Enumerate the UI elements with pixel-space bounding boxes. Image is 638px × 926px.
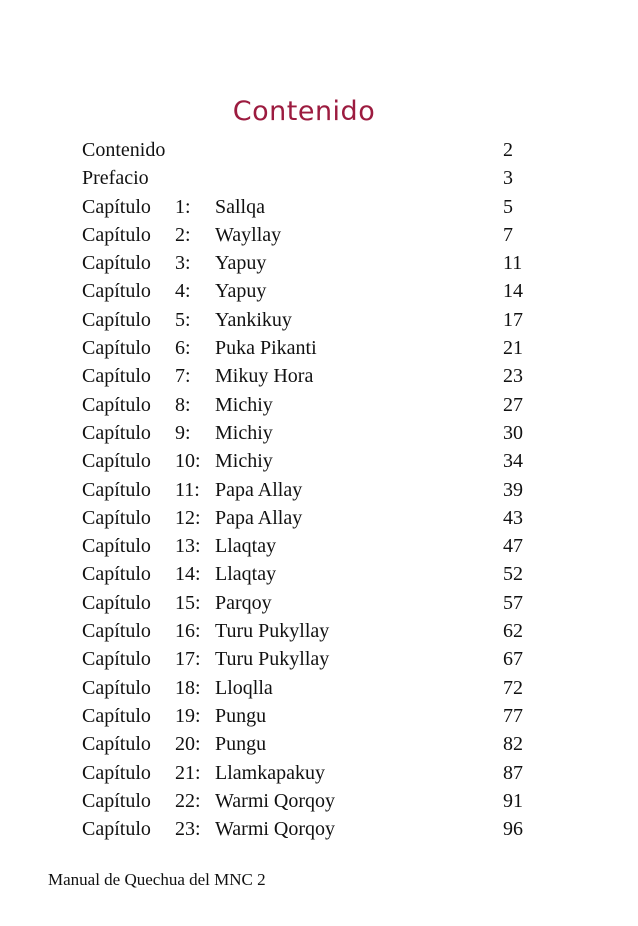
toc-entry-label: Capítulo <box>82 506 151 529</box>
toc-entry-title: Michiy <box>215 450 273 473</box>
toc-entry-label: Capítulo <box>82 337 151 360</box>
toc-entry-page: 77 <box>503 704 523 727</box>
toc-entry-number: 16: <box>175 620 201 643</box>
toc-entry-label: Capítulo <box>82 563 151 586</box>
toc-entry-title: Papa Allay <box>215 478 303 501</box>
toc-entry-title: Warmi Qorqoy <box>215 818 336 841</box>
toc-entry-label: Capítulo <box>82 620 151 643</box>
toc-entry-page: 34 <box>503 450 523 473</box>
toc-entry[interactable] <box>82 391 542 419</box>
toc-entry-number: 17: <box>175 648 201 671</box>
toc-entry[interactable] <box>82 164 542 192</box>
toc-entry[interactable] <box>82 362 542 390</box>
toc-entry[interactable] <box>82 476 542 504</box>
toc-entry-label: Capítulo <box>82 818 151 841</box>
toc-entry-label: Capítulo <box>82 365 151 388</box>
toc-entry-title: Yankikuy <box>215 308 292 331</box>
toc-entry-page: 52 <box>503 563 523 586</box>
toc-entry-label: Capítulo <box>82 252 151 275</box>
toc-entry-number: 23: <box>175 818 201 841</box>
toc-entry-title: Turu Pukyllay <box>215 620 330 643</box>
toc-entry[interactable] <box>82 277 542 305</box>
toc-entry-label: Capítulo <box>82 195 151 218</box>
toc-entry[interactable] <box>82 815 542 843</box>
toc-entry-label: Capítulo <box>82 704 151 727</box>
toc-entry-label: Capítulo <box>82 591 151 614</box>
toc-entry[interactable] <box>82 560 542 588</box>
toc-entry-title: Pungu <box>215 733 267 756</box>
toc-entry-number: 19: <box>175 704 201 727</box>
toc-entry[interactable] <box>82 759 542 787</box>
toc-entry[interactable] <box>82 504 542 532</box>
toc-entry-title: Pungu <box>215 704 267 727</box>
toc-entry-page: 3 <box>503 167 513 190</box>
toc-entry-title: Yapuy <box>215 280 267 303</box>
toc-entry-label: Prefacio <box>82 167 149 190</box>
toc-entry-title: Llaqtay <box>215 535 277 558</box>
toc-entry-page: 23 <box>503 365 523 388</box>
toc-entry[interactable] <box>82 702 542 730</box>
toc-entry-title: Turu Pukyllay <box>215 648 330 671</box>
toc-entry-number: 4: <box>175 280 191 303</box>
toc-entry-number: 22: <box>175 789 201 812</box>
toc-entry-title: Lloqlla <box>215 676 273 699</box>
toc-entry[interactable] <box>82 589 542 617</box>
toc-entry-title: Puka Pikanti <box>215 337 317 360</box>
toc-entry-page: 17 <box>503 308 523 331</box>
toc-entry-page: 5 <box>503 195 513 218</box>
toc-entry-page: 47 <box>503 535 523 558</box>
toc-entry-number: 20: <box>175 733 201 756</box>
toc-entry-page: 67 <box>503 648 523 671</box>
toc-entry-number: 3: <box>175 252 191 275</box>
toc-entry-label: Capítulo <box>82 450 151 473</box>
toc-entry-label: Capítulo <box>82 535 151 558</box>
toc-entry-page: 14 <box>503 280 523 303</box>
toc-entry-number: 12: <box>175 506 201 529</box>
toc-entry-number: 5: <box>175 308 191 331</box>
toc-entry-label: Capítulo <box>82 223 151 246</box>
toc-entry-label: Capítulo <box>82 789 151 812</box>
toc-entry-page: 57 <box>503 591 523 614</box>
toc-entry-title: Michiy <box>215 393 273 416</box>
toc-entry-number: 15: <box>175 591 201 614</box>
toc-entry-title: Papa Allay <box>215 506 303 529</box>
toc-entry-page: 11 <box>503 252 523 275</box>
toc-entry-title: Mikuy Hora <box>215 365 314 388</box>
toc-entry[interactable] <box>82 306 542 334</box>
toc-entry-number: 1: <box>175 195 191 218</box>
toc-entry[interactable] <box>82 334 542 362</box>
toc-entry-number: 6: <box>175 337 191 360</box>
toc-entry-page: 91 <box>503 789 523 812</box>
toc-entry[interactable] <box>82 447 542 475</box>
toc-entry-title: Llamkapakuy <box>215 761 325 784</box>
toc-entry-number: 18: <box>175 676 201 699</box>
toc-entry[interactable] <box>82 617 542 645</box>
toc-entry-number: 14: <box>175 563 201 586</box>
toc-entry-label: Capítulo <box>82 761 151 784</box>
toc-entry-label: Contenido <box>82 139 166 161</box>
toc-entry-page: 62 <box>503 620 523 643</box>
toc-entry-number: 8: <box>175 393 191 416</box>
toc-entry-number: 11: <box>175 478 200 501</box>
toc-entry-title: Parqoy <box>215 591 272 614</box>
toc-entry-page: 30 <box>503 421 523 444</box>
table-of-contents <box>82 136 542 843</box>
toc-entry[interactable] <box>82 730 542 758</box>
toc-entry[interactable] <box>82 136 542 164</box>
toc-entry[interactable] <box>82 249 542 277</box>
toc-entry[interactable] <box>82 193 542 221</box>
toc-entry-number: 10: <box>175 450 201 473</box>
toc-entry[interactable] <box>82 419 542 447</box>
toc-entry[interactable] <box>82 221 542 249</box>
page-title: Contenido <box>232 96 376 127</box>
toc-entry-label: Capítulo <box>82 478 151 501</box>
toc-entry-title: Yapuy <box>215 252 267 275</box>
toc-entry-label: Capítulo <box>82 676 151 699</box>
toc-entry-number: 7: <box>175 365 191 388</box>
toc-entry-page: 21 <box>503 337 523 360</box>
toc-entry[interactable] <box>82 787 542 815</box>
toc-entry-page: 82 <box>503 733 523 756</box>
toc-entry-number: 21: <box>175 761 201 784</box>
toc-entry[interactable] <box>82 645 542 673</box>
toc-entry-title: Llaqtay <box>215 563 277 586</box>
toc-entry-page: 39 <box>503 478 523 501</box>
toc-entry-label: Capítulo <box>82 308 151 331</box>
toc-entry-label: Capítulo <box>82 733 151 756</box>
toc-entry-page: 27 <box>503 393 523 416</box>
toc-entry-number: 2: <box>175 223 191 246</box>
toc-entry-label: Capítulo <box>82 648 151 671</box>
toc-entry-title: Warmi Qorqoy <box>215 789 336 812</box>
toc-entry[interactable] <box>82 674 542 702</box>
page-footer: Manual de Quechua del MNC 2 <box>48 870 266 889</box>
toc-entry-page: 43 <box>503 506 523 529</box>
toc-entry[interactable] <box>82 532 542 560</box>
toc-entry-page: 72 <box>503 676 523 699</box>
toc-entry-title: Sallqa <box>215 195 265 218</box>
toc-entry-page: 2 <box>503 139 513 161</box>
toc-entry-page: 87 <box>503 761 523 784</box>
toc-entry-page: 96 <box>503 818 523 841</box>
toc-entry-number: 13: <box>175 535 201 558</box>
toc-entry-label: Capítulo <box>82 421 151 444</box>
toc-entry-title: Wayllay <box>215 223 282 246</box>
toc-entry-number: 9: <box>175 421 191 444</box>
toc-entry-page: 7 <box>503 223 513 246</box>
toc-entry-label: Capítulo <box>82 280 151 303</box>
toc-entry-label: Capítulo <box>82 393 151 416</box>
toc-entry-title: Michiy <box>215 421 273 444</box>
